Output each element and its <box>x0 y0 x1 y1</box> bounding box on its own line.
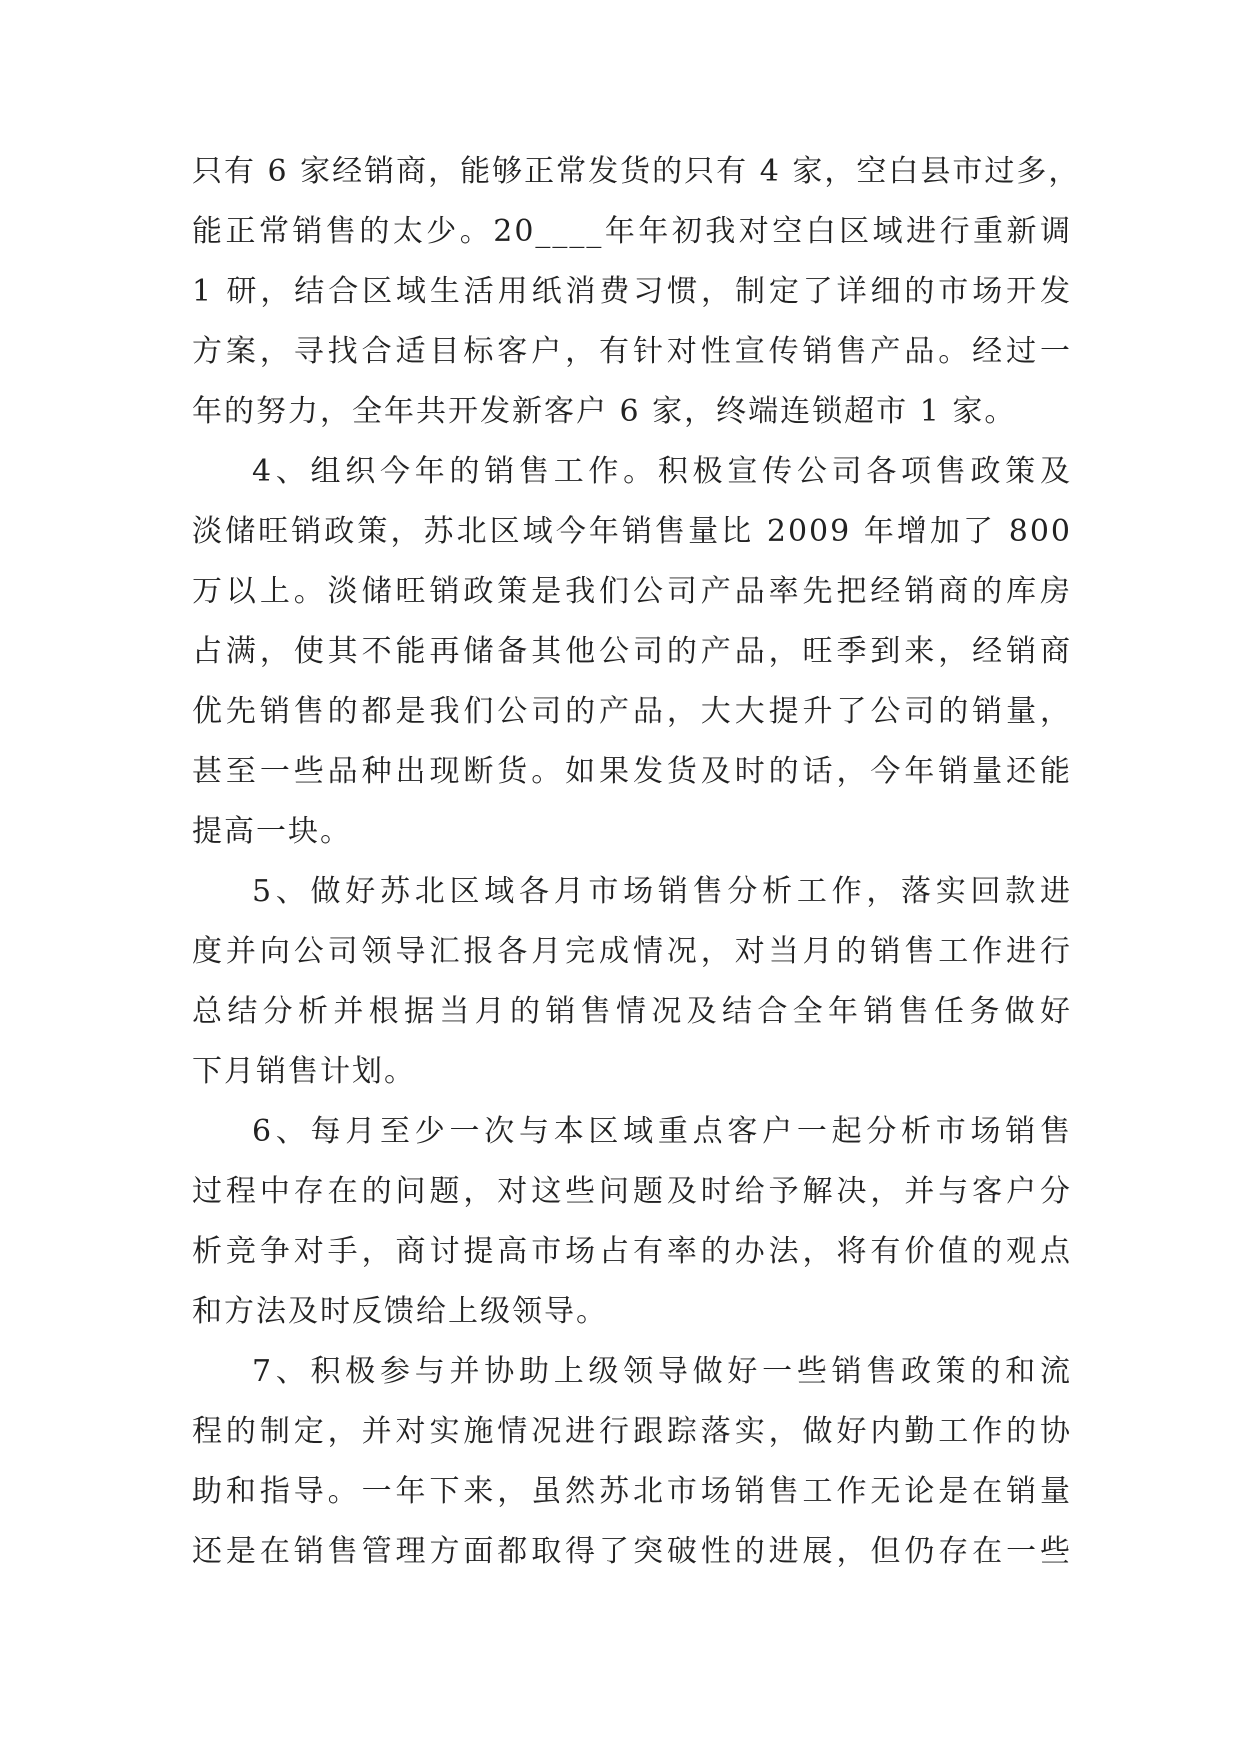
text-line: 淡储旺销政策，苏北区域今年销售量比 2009 年增加了 800 <box>192 514 1072 549</box>
text-line: 只有 6 家经销商，能够正常发货的只有 4 家，空白县市过多， <box>192 154 1081 189</box>
text-line: 甚至一些品种出现断货。如果发货及时的话，今年销量还能 <box>192 754 1072 789</box>
text-line: 年的努力，全年共开发新客户 6 家，终端连锁超市 1 家。 <box>192 394 1017 429</box>
text-line: 下月销售计划。 <box>192 1054 416 1089</box>
text-line: 和方法及时反馈给上级领导。 <box>192 1294 608 1329</box>
text-line: 方案，寻找合适目标客户，有针对性宣传销售产品。经过一 <box>192 334 1072 369</box>
text-line: 能正常销售的太少。20____年年初我对空白区域进行重新调 <box>192 214 1072 249</box>
paragraph-start-line: 6、每月至少一次与本区域重点客户一起分析市场销售 <box>252 1114 1072 1149</box>
text-line: 度并向公司领导汇报各月完成情况，对当月的销售工作进行 <box>192 934 1072 969</box>
text-line: 提高一块。 <box>192 814 352 849</box>
text-line: 还是在销售管理方面都取得了突破性的进展，但仍存在一些 <box>192 1534 1072 1569</box>
text-line: 1 研，结合区域生活用纸消费习惯，制定了详细的市场开发 <box>192 274 1072 309</box>
paragraph-start-line: 7、积极参与并协助上级领导做好一些销售政策的和流 <box>252 1354 1072 1389</box>
paragraph-start-line: 5、做好苏北区域各月市场销售分析工作，落实回款进 <box>252 874 1072 909</box>
text-line: 程的制定，并对实施情况进行跟踪落实，做好内勤工作的协 <box>192 1414 1072 1449</box>
paragraph-start-line: 4、组织今年的销售工作。积极宣传公司各项售政策及 <box>252 454 1072 489</box>
text-line: 总结分析并根据当月的销售情况及结合全年销售任务做好 <box>192 994 1072 1029</box>
text-line: 助和指导。一年下来，虽然苏北市场销售工作无论是在销量 <box>192 1474 1072 1509</box>
text-line: 过程中存在的问题，对这些问题及时给予解决，并与客户分 <box>192 1174 1072 1209</box>
text-line: 优先销售的都是我们公司的产品，大大提升了公司的销量， <box>192 694 1072 729</box>
text-line: 析竞争对手，商讨提高市场占有率的办法，将有价值的观点 <box>192 1234 1072 1269</box>
text-line: 占满，使其不能再储备其他公司的产品，旺季到来，经销商 <box>192 634 1072 669</box>
text-line: 万以上。淡储旺销政策是我们公司产品率先把经销商的库房 <box>192 574 1072 609</box>
